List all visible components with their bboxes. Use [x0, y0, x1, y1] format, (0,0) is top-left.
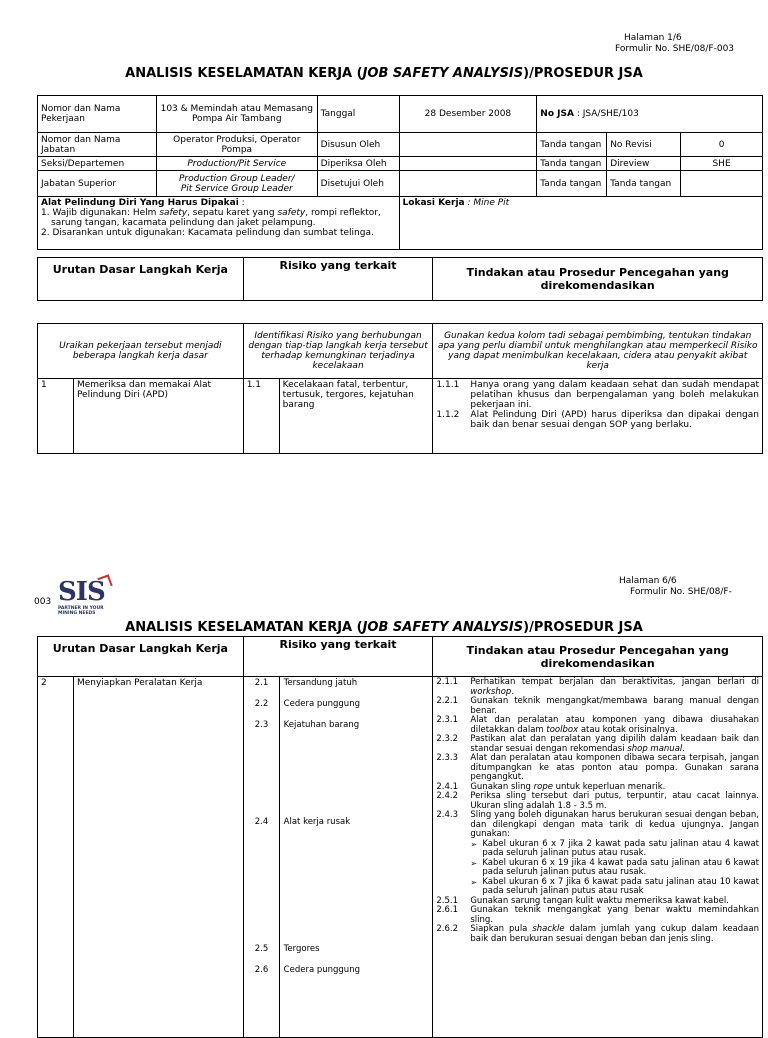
jsa-value: : JSA/SHE/103 [576, 109, 639, 119]
superior-line: Production Group Leader/ [178, 173, 295, 184]
logo-tagline-line: PARTNER IN YOUR [58, 606, 104, 611]
ppe-colon: : [238, 198, 245, 208]
signature-label: Tanda tangan [607, 171, 681, 197]
logo-tagline-line: MINING NEEDS [58, 611, 96, 616]
header-steps: Urutan Dasar Langkah Kerja [38, 258, 244, 301]
header-actions: Tindakan atau Prosedur Pencegahan yang direkomendasikan [433, 258, 763, 301]
action-item [436, 678, 759, 697]
action-number: 2.3.3 [436, 753, 458, 763]
risk-number: 1.1 [243, 379, 279, 454]
page-number: Halaman 1/6 [624, 33, 682, 43]
guide-risks: Identifikasi Risiko yang berhubungan dengan tiap-tiap langkah kerja tersebut terhadap kemungkinan terjadinya kecelakaan [243, 324, 433, 379]
risk-text: Alat kerja rusak [283, 817, 351, 827]
risk-text: Kejatuhan barang [283, 720, 360, 730]
action-number: 1.1.1 [436, 380, 460, 390]
form-number: Formulir No. SHE/08/F- [630, 587, 732, 597]
header-actions: Tindakan atau Prosedur Pencegahan yang direkomendasikan [433, 637, 763, 677]
risk-text: Kecelakaan fatal, terbentur, tertusuk, tergores, kejatuhan barang [279, 379, 433, 454]
risk-text: Cedera punggung [283, 699, 360, 709]
page-code: 003 [34, 597, 52, 607]
action-item [436, 410, 759, 430]
action-item [436, 716, 759, 735]
title-italic: JOB SAFETY ANALYSIS [362, 66, 524, 81]
action-item [436, 792, 759, 811]
action-text [470, 811, 759, 897]
action-text [470, 925, 759, 944]
logo-tagline [58, 606, 118, 616]
header-risks: Risiko yang terkait [243, 258, 433, 301]
signature-label: Tanda tangan [537, 133, 607, 157]
reviewed-label: Direview [607, 157, 681, 171]
document-title [0, 66, 768, 81]
title-part: )/PROSEDUR JSA [523, 620, 643, 635]
action-number: 2.2.1 [436, 696, 458, 706]
department-value: Production/Pit Service [156, 157, 317, 171]
action-text-part: . [682, 743, 685, 754]
ppe-item-1 [41, 208, 396, 218]
approved-by-label: Disetujui Oleh [317, 171, 399, 197]
superior-line: Pit Service Group Leader [180, 183, 293, 194]
action-number: 2.4.2 [436, 791, 458, 801]
action-text-part: Perhatikan tempat berjalan dan beraktivitas, jangan berlari di [470, 677, 759, 687]
signature-label: Tanda tangan [537, 157, 607, 171]
action-text-part: Pastikan alat dan peralatan yang dipilih dalam keadaan baik dan standar sesuai dengan rekomendasi [470, 734, 759, 754]
superior-value [156, 171, 317, 197]
action-number: 2.3.1 [436, 715, 458, 725]
risk-text: Cedera punggung [283, 965, 360, 975]
action-text-part: Sling yang boleh digunakan harus berukuran sesuai dengan beban, dan dilengkapi dengan mata tarik di kedua ujungnya. Jangan gunakan: [470, 810, 759, 839]
risk-text: Tergores [283, 944, 320, 954]
location-cell [399, 197, 762, 250]
reviewed-value: SHE [681, 157, 763, 171]
step-text: Menyiapkan Peralatan Kerja [73, 677, 243, 1038]
step-number: 1 [38, 379, 74, 454]
risk-text-col [279, 677, 433, 1038]
ppe-text: , rompi reflektor, [305, 208, 381, 218]
company-logo [58, 578, 118, 623]
risk-number: 2.5 [254, 944, 269, 954]
risk-number: 2.6 [254, 965, 269, 975]
department-label: Seksi/Departemen [38, 157, 157, 171]
action-text-part: shop manual [627, 743, 683, 754]
action-number: 2.6.2 [436, 924, 458, 934]
action-number: 2.5.1 [436, 895, 458, 906]
action-item [436, 906, 759, 925]
action-number: 2.4.3 [436, 810, 458, 820]
logo-text: SIS [58, 577, 105, 607]
risk-number: 2.1 [254, 678, 269, 688]
action-item [436, 811, 759, 897]
action-number: 2.4.1 [436, 781, 458, 792]
date-value: 28 Desember 2008 [399, 96, 537, 133]
job-value: 103 & Memindah atau Memasang Pompa Air Tambang [156, 96, 317, 133]
action-text: Alat dan peralatan atau komponen dibawa secara terpisah, jangan ditumpangkan ke atas ponton atau pompa. Gunakan sarana pengangkut. [470, 753, 759, 782]
title-part: ANALISIS KESELAMATAN KERJA ( [125, 66, 363, 81]
checked-by-value [399, 157, 537, 171]
title-italic: JOB SAFETY ANALYSIS [362, 620, 524, 635]
action-item [436, 754, 759, 783]
ppe-text: safety [159, 208, 188, 218]
action-text-part: Siapkan pula [470, 924, 533, 934]
bullet-item: ➢ Kabel ukuran 6 x 7 jika 6 kawat pada satu jalinan atau 10 kawat pada seluruh jalinan putus atau rusak [470, 878, 759, 897]
action-text-part: shackle [532, 924, 565, 934]
page-number: Halaman 6/6 [619, 576, 677, 586]
action-text: Periksa sling tersebut dari putus, terpuntir, atau cacat lainnya. Ukuran sling adalah 1.8 - 3.5 m. [470, 791, 759, 811]
action-number: 1.1.2 [436, 410, 460, 420]
superior-label: Jabatan Superior [38, 171, 157, 197]
action-item [436, 697, 759, 716]
action-text: Gunakan teknik mengangkat/membawa barang manual dengan benar. [470, 696, 759, 716]
action-item [436, 380, 759, 410]
action-text-part: Gunakan sling [470, 781, 534, 792]
guide-actions: Gunakan kedua kolom tadi sebagai pembimbing, tentukan tindakan apa yang perlu diambil untuk menghilangkan atau memperkecil Risiko yang dapat menimbulkan kecelakaan, cidera atau penyakit akibat kerja [433, 324, 763, 379]
ppe-cell [38, 197, 400, 250]
column-header-table [37, 257, 763, 301]
ppe-item-1-cont: sarung tangan, kacamata pelindung dan jaket pelampung. [51, 218, 316, 228]
action-text: Gunakan teknik mengangkat yang benar waktu memindahkan sling. [470, 905, 759, 925]
action-text: Hanya orang yang dalam keadaan sehat dan sudah mendapat pelatihan khusus dan berpengalaman yang boleh melakukan pekerjaan ini. [470, 380, 759, 410]
risk-text: Tersandung jatuh [283, 678, 358, 688]
jsa-number [537, 96, 763, 133]
action-text-part: atau kotak orisinalnya. [578, 724, 678, 735]
action-item [436, 735, 759, 754]
date-label: Tanggal [317, 96, 399, 133]
action-number: 2.6.1 [436, 905, 458, 915]
position-label: Nomor dan Nama Jabatan [38, 133, 157, 157]
signature-label: Tanda tangan [537, 171, 607, 197]
jsa-table-page6 [37, 676, 763, 1038]
action-text-part: dalam jumlah yang cukup dalam keadaan baik dan berukuran sesuai dengan beban dan jenis sling. [470, 924, 759, 944]
action-text-part: workshop [470, 686, 512, 697]
action-number: 2.3.2 [436, 734, 458, 744]
risk-number-col [243, 677, 279, 1038]
bullet-item: ➢ Kabel ukuran 6 x 19 jika 4 kawat pada satu jalinan atau 6 kawat pada seluruh jalinan putus atau rusak. [470, 859, 759, 878]
signature-value [681, 171, 763, 197]
action-text-part: toolbox [546, 724, 579, 735]
actions-cell [433, 379, 763, 454]
step-text: Memeriksa dan memakai Alat Pelindung Diri (APD) [73, 379, 243, 454]
action-text-part: Alat dan peralatan atau komponen yang dibawa diusahakan diletakkan dalam [470, 715, 759, 735]
location-value: : Mine Pit [464, 198, 510, 208]
bullet-list [470, 840, 759, 897]
action-text [470, 735, 759, 754]
ppe-text: safety [277, 208, 306, 218]
action-text: Gunakan sarung tangan kulit waktu memeriksa kawat kabel. [470, 895, 729, 906]
document-title [0, 620, 768, 635]
ppe-text: 1. Wajib digunakan: Helm [41, 208, 160, 218]
title-part: )/PROSEDUR JSA [523, 66, 643, 81]
location-label: Lokasi Kerja [402, 198, 465, 208]
prepared-by-label: Disusun Oleh [317, 133, 399, 157]
job-label: Nomor dan Nama Pekerjaan [38, 96, 157, 133]
form-number: Formulir No. SHE/08/F-003 [615, 44, 735, 54]
action-item [436, 925, 759, 944]
guide-steps: Uraikan pekerjaan tersebut menjadi beberapa langkah kerja dasar [38, 324, 244, 379]
ppe-heading: Alat Pelindung Diri Yang Harus Dipakai [41, 198, 239, 208]
prepared-by-value [399, 133, 537, 157]
action-text [470, 716, 759, 735]
action-text [470, 678, 759, 697]
ppe-item-2: 2. Disarankan untuk digunakan: Kacamata pelindung dan sumbat telinga. [41, 228, 374, 238]
position-value: Operator Produksi, Operator Pompa [156, 133, 317, 157]
action-number: 2.1.1 [436, 677, 458, 687]
actions-cell [433, 677, 763, 1038]
title-part: ANALISIS KESELAMATAN KERJA ( [125, 620, 363, 635]
header-steps: Urutan Dasar Langkah Kerja [38, 637, 244, 677]
info-table [37, 95, 763, 250]
action-text-part: . [511, 686, 515, 697]
revision-label: No Revisi [607, 133, 681, 157]
revision-value: 0 [681, 133, 763, 157]
risk-number: 2.4 [254, 817, 269, 827]
step-number: 2 [38, 677, 74, 1038]
header-risks: Risiko yang terkait [243, 637, 433, 677]
jsa-label: No JSA [540, 109, 574, 119]
checked-by-label: Diperiksa Oleh [317, 157, 399, 171]
action-text: Alat Pelindung Diri (APD) harus diperiksa dan dipakai dengan baik dan benar sesuai dengan SOP yang berlaku. [470, 410, 759, 430]
risk-number: 2.3 [254, 720, 269, 730]
jsa-table-page1 [37, 323, 763, 454]
approved-by-value [399, 171, 537, 197]
bullet-item: ➢ Kabel ukuran 6 x 7 jika 2 kawat pada satu jalinan atau 4 kawat pada seluruh jalinan putus atau rusak. [470, 840, 759, 859]
action-text-part: untuk keperluan menarik. [552, 781, 666, 792]
column-header-table [37, 636, 763, 677]
action-text-part: rope [533, 781, 553, 792]
ppe-text: , sepatu karet yang [187, 208, 278, 218]
risk-number: 2.2 [254, 699, 269, 709]
